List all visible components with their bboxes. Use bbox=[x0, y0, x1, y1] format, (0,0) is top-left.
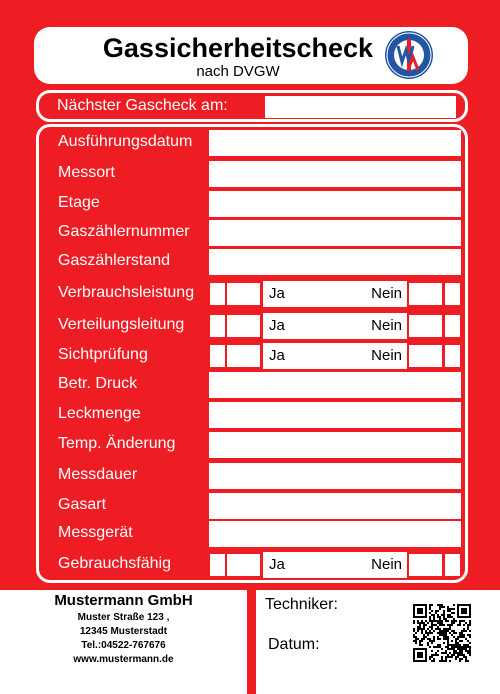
form-row bbox=[39, 191, 471, 217]
form-row bbox=[39, 281, 471, 307]
form-input-field[interactable] bbox=[209, 161, 461, 187]
right-cell bbox=[445, 554, 460, 576]
no-label: Nein bbox=[371, 347, 402, 364]
nein-checkbox[interactable] bbox=[409, 315, 442, 337]
form-row bbox=[39, 220, 471, 246]
form-input-field[interactable] bbox=[209, 463, 461, 489]
nein-checkbox[interactable] bbox=[409, 345, 442, 367]
form-input-field[interactable] bbox=[209, 521, 461, 547]
next-check-box bbox=[36, 90, 468, 122]
yes-no-field bbox=[263, 343, 407, 369]
check-form bbox=[36, 124, 468, 583]
left-cell bbox=[210, 283, 225, 305]
next-check-label: Nächster Gascheck am: bbox=[57, 97, 228, 114]
form-row bbox=[39, 130, 471, 156]
left-cell bbox=[210, 315, 225, 337]
form-input-field[interactable] bbox=[209, 493, 461, 519]
yes-label: Ja bbox=[269, 317, 285, 334]
yes-label: Ja bbox=[269, 556, 285, 573]
yes-label: Ja bbox=[269, 285, 285, 302]
form-row-label: Sichtprüfung bbox=[58, 346, 148, 363]
form-row-label: Etage bbox=[58, 194, 100, 211]
form-row-label: Leckmenge bbox=[58, 405, 141, 422]
form-row-label: Gebrauchsfähig bbox=[58, 555, 171, 572]
form-row-label: Messdauer bbox=[58, 466, 138, 483]
form-row bbox=[39, 372, 471, 398]
company-web: www.mustermann.de bbox=[73, 654, 174, 665]
form-row bbox=[39, 313, 471, 339]
no-label: Nein bbox=[371, 285, 402, 302]
form-row-label: Ausführungsdatum bbox=[58, 133, 193, 150]
form-row bbox=[39, 463, 471, 489]
ja-checkbox[interactable] bbox=[227, 345, 260, 367]
no-label: Nein bbox=[371, 317, 402, 334]
no-label: Nein bbox=[371, 556, 402, 573]
form-row-label: Betr. Druck bbox=[58, 375, 138, 392]
form-row bbox=[39, 432, 471, 458]
left-cell bbox=[210, 345, 225, 367]
page-subtitle: nach DVGW bbox=[196, 63, 280, 80]
form-row-label: Temp. Änderung bbox=[58, 435, 176, 452]
right-cell bbox=[445, 345, 460, 367]
form-input-field[interactable] bbox=[209, 220, 461, 246]
company-name: Mustermann GmbH bbox=[54, 592, 193, 609]
wa-seal-logo-icon bbox=[384, 30, 434, 80]
yes-no-field bbox=[263, 281, 407, 307]
form-row bbox=[39, 521, 471, 547]
form-row-label: Verbrauchsleistung bbox=[58, 284, 195, 301]
date-label: Datum: bbox=[268, 636, 320, 653]
right-cell bbox=[445, 283, 460, 305]
form-input-field[interactable] bbox=[209, 249, 461, 275]
form-input-field[interactable] bbox=[209, 372, 461, 398]
form-row bbox=[39, 402, 471, 428]
right-cell bbox=[445, 315, 460, 337]
form-row-label: Messgerät bbox=[58, 524, 133, 541]
footer-divider bbox=[247, 590, 256, 694]
form-input-field[interactable] bbox=[209, 191, 461, 217]
technician-label: Techniker: bbox=[265, 596, 338, 613]
left-cell bbox=[210, 554, 225, 576]
form-row bbox=[39, 493, 471, 519]
ja-checkbox[interactable] bbox=[227, 554, 260, 576]
yes-no-field bbox=[263, 313, 407, 339]
form-row bbox=[39, 552, 471, 578]
form-row bbox=[39, 343, 471, 369]
company-city: 12345 Musterstadt bbox=[79, 626, 168, 637]
form-row-label: Gasart bbox=[58, 496, 107, 513]
next-check-field[interactable] bbox=[265, 96, 456, 118]
qr-code-icon bbox=[413, 604, 471, 662]
yes-label: Ja bbox=[269, 347, 285, 364]
form-input-field[interactable] bbox=[209, 432, 461, 458]
form-input-field[interactable] bbox=[209, 130, 461, 156]
header-panel bbox=[34, 27, 468, 84]
nein-checkbox[interactable] bbox=[409, 554, 442, 576]
form-row-label: Gaszählerstand bbox=[58, 252, 171, 269]
form-row bbox=[39, 249, 471, 275]
yes-no-field bbox=[263, 552, 407, 578]
ja-checkbox[interactable] bbox=[227, 283, 260, 305]
company-info bbox=[0, 592, 247, 665]
form-row-label: Gaszählernummer bbox=[58, 223, 190, 240]
form-row bbox=[39, 161, 471, 187]
form-row-label: Verteilungsleitung bbox=[58, 316, 185, 333]
company-street: Muster Straße 123 , bbox=[77, 612, 170, 623]
company-phone: Tel.:04522-767676 bbox=[81, 640, 166, 651]
form-input-field[interactable] bbox=[209, 402, 461, 428]
ja-checkbox[interactable] bbox=[227, 315, 260, 337]
nein-checkbox[interactable] bbox=[409, 283, 442, 305]
form-row-label: Messort bbox=[58, 164, 115, 181]
page-title: Gassicherheitscheck bbox=[102, 33, 374, 63]
